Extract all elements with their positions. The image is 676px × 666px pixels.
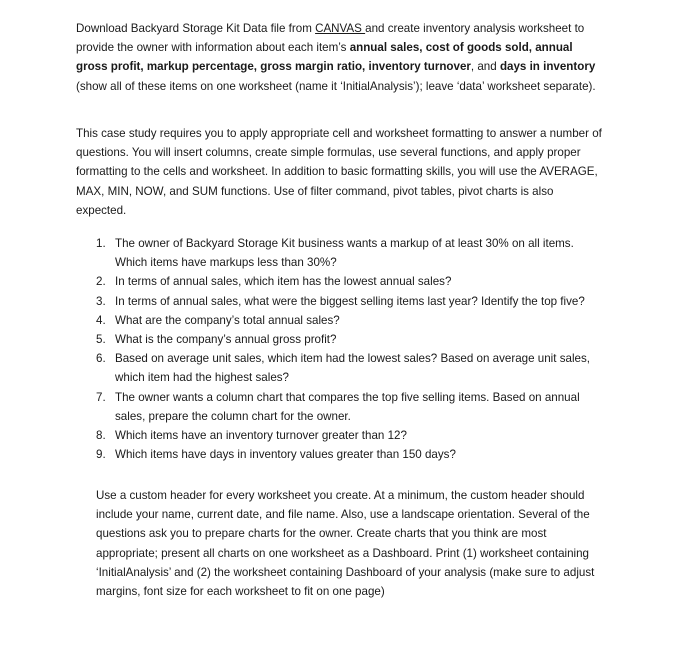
question-text: Based on average unit sales, which item had the lowest sales? Based on average unit sales, which item had the highest sales? <box>115 352 590 385</box>
intro-text-4: (show all of these items on one worksheet (name it ‘InitialAnalysis’); leave ‘data’ worksheet separate). <box>76 79 596 93</box>
intro-bold-metrics: annual sales, cost of goods sold, annual gross profit, markup percentage, gross margin ratio, inventory turnover <box>76 41 573 74</box>
question-number: 1. <box>96 237 106 250</box>
question-text: Which items have days in inventory values greater than 150 days? <box>115 448 456 462</box>
question-number: 8. <box>96 429 106 443</box>
intro-text-2: and create inventory analysis worksheet to provide the owner with information about each item’s <box>76 22 585 55</box>
question-item <box>96 349 606 387</box>
question-number: 2. <box>96 275 106 289</box>
question-item <box>96 234 606 272</box>
question-text: In terms of annual sales, what were the biggest selling items last year? Identify the top five? <box>115 294 585 308</box>
question-item <box>96 330 606 349</box>
question-item <box>96 311 606 330</box>
intro-paragraph <box>76 19 606 96</box>
intro-text-3: , and <box>470 60 500 74</box>
question-item <box>96 388 606 426</box>
case-study-paragraph: This case study requires you to apply appropriate cell and worksheet formatting to answer a number of questions. You will insert columns, create simple formulas, use several functions, and apply proper formatting to the cells and worksheet. In addition to basic formatting skills, you will use the AVERAGE, MAX, MIN, NOW, and SUM functions. Use of filter command, pivot tables, pivot charts is also expected. <box>76 127 602 217</box>
question-number: 5. <box>96 333 106 347</box>
intro-bold-days: days in inventory <box>499 60 596 74</box>
question-text: What is the company’s annual gross profit? <box>115 333 337 347</box>
question-number: 4. <box>96 313 106 327</box>
question-item <box>96 272 606 291</box>
question-number: 7. <box>96 390 106 404</box>
question-text: The owner of Backyard Storage Kit business wants a markup of at least 30% on all items. Which items have markups less than 30%? <box>115 237 574 270</box>
question-text: The owner wants a column chart that compares the top five selling items. Based on annual sales, prepare the column chart for the owner. <box>115 390 580 423</box>
question-item <box>96 292 606 311</box>
questions-list <box>96 234 606 464</box>
question-number: 6. <box>96 352 106 366</box>
question-item <box>96 426 606 445</box>
question-number: 9. <box>96 448 106 462</box>
question-number: 3. <box>96 294 106 308</box>
question-text: What are the company’s total annual sales? <box>115 313 340 327</box>
question-item <box>96 445 606 464</box>
canvas-link[interactable]: CANVAS <box>315 22 366 35</box>
question-text: In terms of annual sales, which item has the lowest annual sales? <box>115 275 452 289</box>
intro-text-1: Download Backyard Storage Kit Data file from <box>76 22 316 35</box>
question-text: Which items have an inventory turnover greater than 12? <box>115 429 407 443</box>
closing-paragraph: Use a custom header for every worksheet you create. At a minimum, the custom header should include your name, current date, and file name. Also, use a landscape orientation. Several of the questions ask you to prepare charts for the owner. Create charts that you think are most appropriate; present all charts on one worksheet as a Dashboard. Print (1) worksheet containing ‘InitialAnalysis’ and (2) the worksheet containing Dashboard of your analysis (make sure to adjust margins, font size for each worksheet to fit on one page) <box>96 489 595 599</box>
